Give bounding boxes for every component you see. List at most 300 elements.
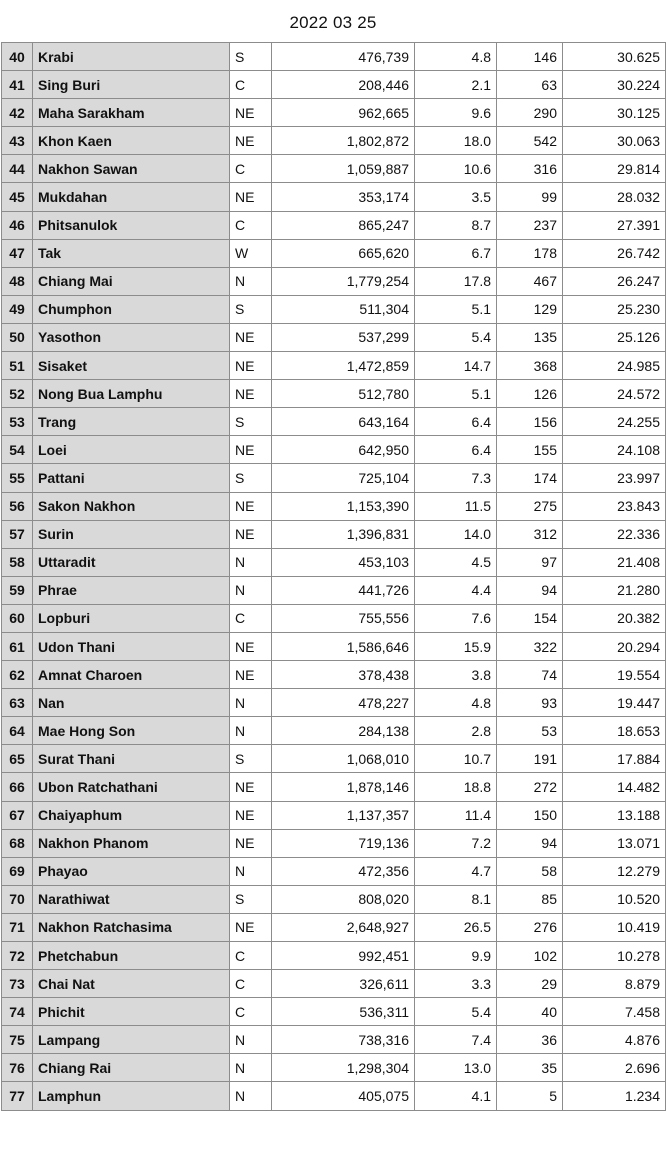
share-cell: 6.7: [415, 239, 497, 267]
region-cell: NE: [230, 127, 272, 155]
table-row: [2, 913, 666, 941]
region-cell: NE: [230, 661, 272, 689]
population-cell: 536,311: [272, 998, 415, 1026]
rank-cell: 65: [2, 745, 33, 773]
rate-cell: 23.843: [563, 492, 666, 520]
region-cell: NE: [230, 99, 272, 127]
region-cell: S: [230, 43, 272, 71]
rate-cell: 10.520: [563, 885, 666, 913]
rank-cell: 75: [2, 1026, 33, 1054]
province-cell: Udon Thani: [33, 632, 230, 660]
province-cell: Lampang: [33, 1026, 230, 1054]
region-cell: C: [230, 155, 272, 183]
province-cell: Sing Buri: [33, 71, 230, 99]
province-cell: Sisaket: [33, 352, 230, 380]
cases-cell: 102: [497, 942, 563, 970]
province-cell: Phetchabun: [33, 942, 230, 970]
population-cell: 326,611: [272, 970, 415, 998]
rate-cell: 10.419: [563, 913, 666, 941]
region-cell: NE: [230, 183, 272, 211]
share-cell: 8.1: [415, 885, 497, 913]
table-row: [2, 323, 666, 351]
region-cell: W: [230, 239, 272, 267]
share-cell: 4.8: [415, 689, 497, 717]
province-table: [1, 42, 666, 1111]
population-cell: 1,153,390: [272, 492, 415, 520]
province-cell: Nan: [33, 689, 230, 717]
population-cell: 537,299: [272, 323, 415, 351]
region-cell: N: [230, 857, 272, 885]
rank-cell: 73: [2, 970, 33, 998]
rank-cell: 61: [2, 632, 33, 660]
cases-cell: 85: [497, 885, 563, 913]
rank-cell: 74: [2, 998, 33, 1026]
share-cell: 2.8: [415, 717, 497, 745]
share-cell: 26.5: [415, 913, 497, 941]
population-cell: 643,164: [272, 408, 415, 436]
rate-cell: 14.482: [563, 773, 666, 801]
population-cell: 284,138: [272, 717, 415, 745]
cases-cell: 53: [497, 717, 563, 745]
province-cell: Khon Kaen: [33, 127, 230, 155]
province-cell: Chiang Mai: [33, 267, 230, 295]
population-cell: 511,304: [272, 295, 415, 323]
rank-cell: 63: [2, 689, 33, 717]
table-row: [2, 604, 666, 632]
share-cell: 6.4: [415, 436, 497, 464]
region-cell: C: [230, 211, 272, 239]
cases-cell: 99: [497, 183, 563, 211]
population-cell: 353,174: [272, 183, 415, 211]
region-cell: N: [230, 548, 272, 576]
cases-cell: 322: [497, 632, 563, 660]
share-cell: 4.4: [415, 576, 497, 604]
region-cell: NE: [230, 492, 272, 520]
rank-cell: 66: [2, 773, 33, 801]
table-row: [2, 1082, 666, 1110]
rate-cell: 24.985: [563, 352, 666, 380]
cases-cell: 40: [497, 998, 563, 1026]
population-cell: 441,726: [272, 576, 415, 604]
region-cell: N: [230, 1026, 272, 1054]
share-cell: 10.6: [415, 155, 497, 183]
rate-cell: 30.125: [563, 99, 666, 127]
rate-cell: 21.408: [563, 548, 666, 576]
province-cell: Lopburi: [33, 604, 230, 632]
rank-cell: 40: [2, 43, 33, 71]
rate-cell: 20.382: [563, 604, 666, 632]
share-cell: 17.8: [415, 267, 497, 295]
rank-cell: 44: [2, 155, 33, 183]
table-row: [2, 71, 666, 99]
population-cell: 808,020: [272, 885, 415, 913]
province-cell: Krabi: [33, 43, 230, 71]
cases-cell: 93: [497, 689, 563, 717]
table-row: [2, 436, 666, 464]
table-body: [2, 43, 666, 1111]
region-cell: NE: [230, 380, 272, 408]
province-cell: Ubon Ratchathani: [33, 773, 230, 801]
population-cell: 512,780: [272, 380, 415, 408]
rate-cell: 30.063: [563, 127, 666, 155]
population-cell: 1,137,357: [272, 801, 415, 829]
share-cell: 4.5: [415, 548, 497, 576]
rate-cell: 24.255: [563, 408, 666, 436]
share-cell: 4.7: [415, 857, 497, 885]
table-row: [2, 857, 666, 885]
province-cell: Phitsanulok: [33, 211, 230, 239]
region-cell: S: [230, 464, 272, 492]
table-row: [2, 295, 666, 323]
cases-cell: 368: [497, 352, 563, 380]
province-cell: Chumphon: [33, 295, 230, 323]
rate-cell: 25.230: [563, 295, 666, 323]
cases-cell: 290: [497, 99, 563, 127]
province-cell: Maha Sarakham: [33, 99, 230, 127]
share-cell: 3.5: [415, 183, 497, 211]
region-cell: NE: [230, 323, 272, 351]
cases-cell: 150: [497, 801, 563, 829]
rank-cell: 46: [2, 211, 33, 239]
region-cell: S: [230, 295, 272, 323]
province-cell: Surat Thani: [33, 745, 230, 773]
table-row: [2, 632, 666, 660]
rank-cell: 48: [2, 267, 33, 295]
table-row: [2, 127, 666, 155]
region-cell: S: [230, 408, 272, 436]
rank-cell: 59: [2, 576, 33, 604]
table-row: [2, 717, 666, 745]
population-cell: 1,802,872: [272, 127, 415, 155]
rate-cell: 19.447: [563, 689, 666, 717]
cases-cell: 272: [497, 773, 563, 801]
region-cell: C: [230, 604, 272, 632]
region-cell: N: [230, 267, 272, 295]
rate-cell: 12.279: [563, 857, 666, 885]
province-cell: Uttaradit: [33, 548, 230, 576]
region-cell: C: [230, 970, 272, 998]
province-cell: Mae Hong Son: [33, 717, 230, 745]
population-cell: 738,316: [272, 1026, 415, 1054]
region-cell: N: [230, 1082, 272, 1110]
rate-cell: 24.108: [563, 436, 666, 464]
rate-cell: 19.554: [563, 661, 666, 689]
rate-cell: 23.997: [563, 464, 666, 492]
province-cell: Surin: [33, 520, 230, 548]
region-cell: NE: [230, 520, 272, 548]
cases-cell: 146: [497, 43, 563, 71]
cases-cell: 36: [497, 1026, 563, 1054]
region-cell: NE: [230, 436, 272, 464]
cases-cell: 94: [497, 829, 563, 857]
cases-cell: 275: [497, 492, 563, 520]
cases-cell: 312: [497, 520, 563, 548]
share-cell: 18.8: [415, 773, 497, 801]
share-cell: 7.4: [415, 1026, 497, 1054]
cases-cell: 154: [497, 604, 563, 632]
province-cell: Nakhon Sawan: [33, 155, 230, 183]
cases-cell: 178: [497, 239, 563, 267]
table-row: [2, 183, 666, 211]
province-cell: Chaiyaphum: [33, 801, 230, 829]
rank-cell: 53: [2, 408, 33, 436]
rate-cell: 17.884: [563, 745, 666, 773]
share-cell: 2.1: [415, 71, 497, 99]
province-cell: Amnat Charoen: [33, 661, 230, 689]
table-row: [2, 998, 666, 1026]
share-cell: 3.8: [415, 661, 497, 689]
rank-cell: 50: [2, 323, 33, 351]
share-cell: 4.8: [415, 43, 497, 71]
share-cell: 3.3: [415, 970, 497, 998]
rank-cell: 72: [2, 942, 33, 970]
rank-cell: 55: [2, 464, 33, 492]
province-cell: Phichit: [33, 998, 230, 1026]
cases-cell: 191: [497, 745, 563, 773]
rank-cell: 62: [2, 661, 33, 689]
population-cell: 1,396,831: [272, 520, 415, 548]
population-cell: 665,620: [272, 239, 415, 267]
rank-cell: 57: [2, 520, 33, 548]
region-cell: S: [230, 745, 272, 773]
rank-cell: 45: [2, 183, 33, 211]
rank-cell: 64: [2, 717, 33, 745]
rate-cell: 27.391: [563, 211, 666, 239]
region-cell: C: [230, 998, 272, 1026]
population-cell: 453,103: [272, 548, 415, 576]
share-cell: 18.0: [415, 127, 497, 155]
rate-cell: 20.294: [563, 632, 666, 660]
rank-cell: 43: [2, 127, 33, 155]
rank-cell: 76: [2, 1054, 33, 1082]
cases-cell: 129: [497, 295, 563, 323]
region-cell: NE: [230, 913, 272, 941]
table-row: [2, 239, 666, 267]
cases-cell: 237: [497, 211, 563, 239]
rate-cell: 24.572: [563, 380, 666, 408]
table-row: [2, 801, 666, 829]
region-cell: C: [230, 71, 272, 99]
share-cell: 4.1: [415, 1082, 497, 1110]
province-cell: Chai Nat: [33, 970, 230, 998]
region-cell: N: [230, 1054, 272, 1082]
population-cell: 476,739: [272, 43, 415, 71]
rank-cell: 69: [2, 857, 33, 885]
rank-cell: 49: [2, 295, 33, 323]
table-row: [2, 548, 666, 576]
cases-cell: 135: [497, 323, 563, 351]
table-row: [2, 43, 666, 71]
rate-cell: 29.814: [563, 155, 666, 183]
table-row: [2, 773, 666, 801]
population-cell: 2,648,927: [272, 913, 415, 941]
table-row: [2, 1054, 666, 1082]
rate-cell: 13.071: [563, 829, 666, 857]
cases-cell: 97: [497, 548, 563, 576]
population-cell: 208,446: [272, 71, 415, 99]
region-cell: C: [230, 942, 272, 970]
share-cell: 9.6: [415, 99, 497, 127]
rank-cell: 67: [2, 801, 33, 829]
population-cell: 642,950: [272, 436, 415, 464]
table-row: [2, 155, 666, 183]
population-cell: 992,451: [272, 942, 415, 970]
table-row: [2, 99, 666, 127]
province-cell: Sakon Nakhon: [33, 492, 230, 520]
rate-cell: 18.653: [563, 717, 666, 745]
region-cell: NE: [230, 773, 272, 801]
province-cell: Mukdahan: [33, 183, 230, 211]
rank-cell: 58: [2, 548, 33, 576]
population-cell: 1,586,646: [272, 632, 415, 660]
rate-cell: 28.032: [563, 183, 666, 211]
province-cell: Phrae: [33, 576, 230, 604]
share-cell: 14.7: [415, 352, 497, 380]
share-cell: 6.4: [415, 408, 497, 436]
cases-cell: 5: [497, 1082, 563, 1110]
share-cell: 13.0: [415, 1054, 497, 1082]
rate-cell: 21.280: [563, 576, 666, 604]
region-cell: N: [230, 717, 272, 745]
cases-cell: 316: [497, 155, 563, 183]
province-cell: Pattani: [33, 464, 230, 492]
table-row: [2, 520, 666, 548]
population-cell: 1,068,010: [272, 745, 415, 773]
province-cell: Phayao: [33, 857, 230, 885]
table-row: [2, 464, 666, 492]
province-cell: Lamphun: [33, 1082, 230, 1110]
rate-cell: 1.234: [563, 1082, 666, 1110]
province-cell: Yasothon: [33, 323, 230, 351]
cases-cell: 126: [497, 380, 563, 408]
table-row: [2, 970, 666, 998]
population-cell: 1,779,254: [272, 267, 415, 295]
province-cell: Nakhon Phanom: [33, 829, 230, 857]
table-row: [2, 352, 666, 380]
table-row: [2, 689, 666, 717]
population-cell: 1,472,859: [272, 352, 415, 380]
table-row: [2, 380, 666, 408]
population-cell: 472,356: [272, 857, 415, 885]
region-cell: NE: [230, 632, 272, 660]
share-cell: 11.4: [415, 801, 497, 829]
rank-cell: 60: [2, 604, 33, 632]
rank-cell: 41: [2, 71, 33, 99]
province-cell: Tak: [33, 239, 230, 267]
table-row: [2, 576, 666, 604]
province-cell: Loei: [33, 436, 230, 464]
cases-cell: 542: [497, 127, 563, 155]
population-cell: 865,247: [272, 211, 415, 239]
share-cell: 15.9: [415, 632, 497, 660]
population-cell: 478,227: [272, 689, 415, 717]
rate-cell: 25.126: [563, 323, 666, 351]
rank-cell: 71: [2, 913, 33, 941]
cases-cell: 155: [497, 436, 563, 464]
rank-cell: 42: [2, 99, 33, 127]
population-cell: 1,059,887: [272, 155, 415, 183]
cases-cell: 58: [497, 857, 563, 885]
rate-cell: 26.247: [563, 267, 666, 295]
rate-cell: 30.625: [563, 43, 666, 71]
table-row: [2, 267, 666, 295]
rank-cell: 52: [2, 380, 33, 408]
share-cell: 8.7: [415, 211, 497, 239]
population-cell: 1,878,146: [272, 773, 415, 801]
rate-cell: 8.879: [563, 970, 666, 998]
population-cell: 378,438: [272, 661, 415, 689]
table-row: [2, 1026, 666, 1054]
province-cell: Trang: [33, 408, 230, 436]
rate-cell: 13.188: [563, 801, 666, 829]
table-row: [2, 408, 666, 436]
region-cell: NE: [230, 801, 272, 829]
table-row: [2, 885, 666, 913]
province-cell: Chiang Rai: [33, 1054, 230, 1082]
rate-cell: 10.278: [563, 942, 666, 970]
cases-cell: 467: [497, 267, 563, 295]
population-cell: 719,136: [272, 829, 415, 857]
share-cell: 11.5: [415, 492, 497, 520]
rank-cell: 70: [2, 885, 33, 913]
table-row: [2, 661, 666, 689]
table-row: [2, 745, 666, 773]
cases-cell: 35: [497, 1054, 563, 1082]
share-cell: 10.7: [415, 745, 497, 773]
region-cell: NE: [230, 829, 272, 857]
region-cell: NE: [230, 352, 272, 380]
province-cell: Narathiwat: [33, 885, 230, 913]
population-cell: 405,075: [272, 1082, 415, 1110]
share-cell: 5.1: [415, 380, 497, 408]
population-cell: 725,104: [272, 464, 415, 492]
cases-cell: 174: [497, 464, 563, 492]
rank-cell: 51: [2, 352, 33, 380]
table-row: [2, 211, 666, 239]
rank-cell: 68: [2, 829, 33, 857]
rate-cell: 22.336: [563, 520, 666, 548]
rank-cell: 54: [2, 436, 33, 464]
share-cell: 7.2: [415, 829, 497, 857]
region-cell: N: [230, 576, 272, 604]
table-row: [2, 829, 666, 857]
cases-cell: 74: [497, 661, 563, 689]
rank-cell: 77: [2, 1082, 33, 1110]
cases-cell: 29: [497, 970, 563, 998]
table-row: [2, 492, 666, 520]
population-cell: 755,556: [272, 604, 415, 632]
rank-cell: 56: [2, 492, 33, 520]
province-cell: Nong Bua Lamphu: [33, 380, 230, 408]
share-cell: 5.1: [415, 295, 497, 323]
cases-cell: 63: [497, 71, 563, 99]
share-cell: 5.4: [415, 998, 497, 1026]
province-cell: Nakhon Ratchasima: [33, 913, 230, 941]
share-cell: 5.4: [415, 323, 497, 351]
share-cell: 7.6: [415, 604, 497, 632]
share-cell: 9.9: [415, 942, 497, 970]
cases-cell: 276: [497, 913, 563, 941]
rate-cell: 7.458: [563, 998, 666, 1026]
share-cell: 14.0: [415, 520, 497, 548]
population-cell: 962,665: [272, 99, 415, 127]
rate-cell: 2.696: [563, 1054, 666, 1082]
population-cell: 1,298,304: [272, 1054, 415, 1082]
table-row: [2, 942, 666, 970]
cases-cell: 94: [497, 576, 563, 604]
rate-cell: 26.742: [563, 239, 666, 267]
region-cell: N: [230, 689, 272, 717]
